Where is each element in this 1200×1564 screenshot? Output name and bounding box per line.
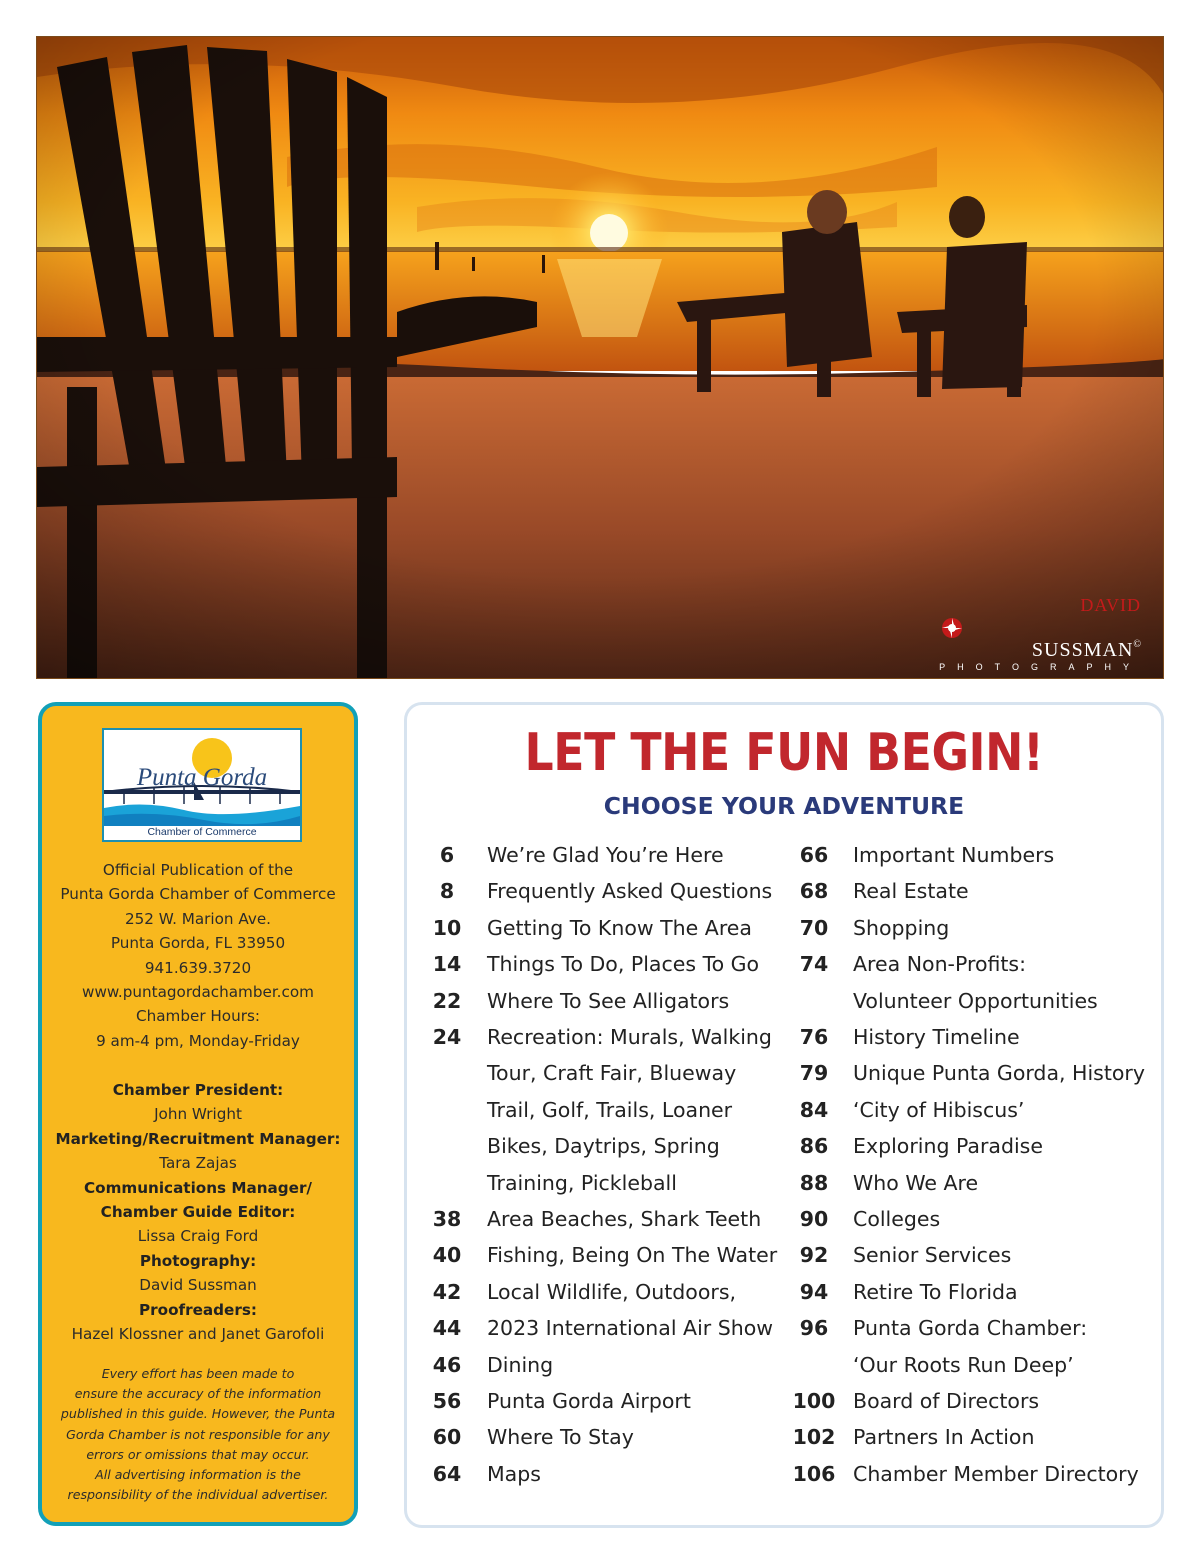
toc-entry-title: Things To Do, Places To Go xyxy=(487,952,760,977)
toc-page-number: 56 xyxy=(432,1389,462,1413)
toc-entry-title: Exploring Paradise xyxy=(853,1134,1043,1159)
staff-role: Communications Manager/ xyxy=(84,1178,312,1197)
toc-page-number: 106 xyxy=(792,1461,836,1486)
toc-entry-title: Bikes, Daytrips, Spring xyxy=(487,1134,720,1159)
toc-page-number: 74 xyxy=(799,952,829,977)
credit-last-name: SUSSMAN xyxy=(1031,639,1134,661)
toc-entry-title: Training, Pickleball xyxy=(487,1170,677,1195)
toc-page-number: 86 xyxy=(799,1134,829,1159)
toc-page-number: 100 xyxy=(792,1389,836,1413)
staff-role: Chamber President: xyxy=(112,1081,284,1099)
chamber-logo xyxy=(102,728,302,842)
toc-entry-title: Important Numbers xyxy=(853,843,1055,867)
staff-role: Chamber Guide Editor: xyxy=(100,1203,296,1222)
toc-page-number: 38 xyxy=(432,1207,462,1231)
toc-entry-title: Senior Services xyxy=(853,1243,1012,1268)
disclaimer-line: errors or omissions that may occur. xyxy=(86,1446,310,1462)
toc-entry-title: Retire To Florida xyxy=(853,1279,1018,1304)
toc-page-number: 68 xyxy=(799,879,829,904)
toc-entry-title: We’re Glad You’re Here xyxy=(487,843,724,867)
toc-entry-title: Getting To Know The Area xyxy=(487,915,752,940)
toc-page-number: 24 xyxy=(432,1025,462,1049)
toc-page-number: 92 xyxy=(799,1243,829,1268)
toc-entry-title: Shopping xyxy=(853,915,950,940)
pub-line: www.puntagordachamber.com xyxy=(82,983,314,1002)
toc-page-number: 66 xyxy=(799,843,829,867)
pub-line: 941.639.3720 xyxy=(144,958,252,977)
toc-entry-title: Area Non-Profits: xyxy=(853,952,1027,977)
toc-page-number: 102 xyxy=(792,1425,836,1450)
pub-line: 252 W. Marion Ave. xyxy=(124,909,272,928)
logo-subtitle: Chamber of Commerce xyxy=(147,826,257,838)
toc-entry-title: Frequently Asked Questions xyxy=(487,879,773,904)
toc-page-number: 60 xyxy=(432,1425,462,1450)
cover-photo xyxy=(36,36,1164,679)
pub-line: Official Publication of the xyxy=(102,861,294,879)
disclaimer-line: Every effort has been made to xyxy=(101,1366,295,1381)
toc-entry-title: Where To See Alligators xyxy=(487,988,730,1013)
sunset-beach-image xyxy=(37,37,1164,679)
toc-page-number: 88 xyxy=(799,1170,829,1195)
staff-role: Photography: xyxy=(139,1251,257,1270)
toc-page-number: 64 xyxy=(432,1461,462,1486)
toc-entry-title: ‘City of Hibiscus’ xyxy=(853,1097,1025,1122)
staff-name: Hazel Klossner and Janet Garofoli xyxy=(71,1325,325,1344)
toc-entry-title: Partners In Action xyxy=(853,1425,1035,1450)
publication-info xyxy=(42,858,354,1053)
toc-entry-title: Real Estate xyxy=(853,879,969,904)
toc-entry-title: Punta Gorda Chamber: xyxy=(853,1316,1088,1341)
credit-first-name: DAVID xyxy=(1080,595,1141,615)
table-of-contents xyxy=(404,702,1164,1528)
staff-role: Marketing/Recruitment Manager: xyxy=(55,1129,341,1148)
staff-role: Proofreaders: xyxy=(139,1300,257,1319)
toc-entry-title: Punta Gorda Airport xyxy=(487,1389,691,1413)
toc-entry-title: Local Wildlife, Outdoors, xyxy=(487,1279,737,1304)
camera-aperture-icon xyxy=(941,617,963,639)
toc-entry-title: 2023 International Air Show xyxy=(487,1316,774,1341)
toc-page-number: 96 xyxy=(799,1316,829,1341)
disclaimer-line: All advertising information is the xyxy=(95,1467,301,1483)
toc-page-number: 94 xyxy=(799,1279,829,1304)
disclaimer-line: published in this guide. However, the Punta xyxy=(60,1406,336,1422)
toc-entry-title: Tour, Craft Fair, Blueway xyxy=(487,1061,737,1086)
toc-page-number: 44 xyxy=(432,1316,462,1341)
toc-page-number: 76 xyxy=(799,1025,829,1049)
toc-entry-title: History Timeline xyxy=(853,1025,1020,1049)
logo-wordmark: Punta Gorda xyxy=(136,764,268,791)
toc-entry-title: Fishing, Being On The Water xyxy=(487,1243,778,1268)
toc-page-number: 10 xyxy=(432,915,462,940)
toc-page-number: 22 xyxy=(432,988,462,1013)
pub-line: Punta Gorda, FL 33950 xyxy=(110,934,286,953)
toc-entry-title: Area Beaches, Shark Teeth xyxy=(487,1207,762,1231)
toc-page-number: 70 xyxy=(799,915,829,940)
toc-entry-title: Board of Directors xyxy=(853,1389,1040,1413)
disclaimer-line: Gorda Chamber is not responsible for any xyxy=(66,1426,330,1442)
staff-name: David Sussman xyxy=(139,1276,257,1295)
toc-entry-title: Trail, Golf, Trails, Loaner xyxy=(487,1097,733,1122)
staff-name: Tara Zajas xyxy=(159,1154,237,1173)
toc-entry-title: Recreation: Murals, Walking xyxy=(487,1025,772,1049)
disclaimer xyxy=(52,1364,344,1505)
disclaimer-line: responsibility of the individual advertiser. xyxy=(67,1487,329,1503)
toc-page-number: 79 xyxy=(799,1061,829,1086)
toc-page-number: 42 xyxy=(432,1279,462,1304)
credit-subtitle: PHOTOGRAPHY xyxy=(939,662,1141,672)
toc-page-number: 6 xyxy=(439,843,455,867)
toc-entry-title: Who We Are xyxy=(853,1170,979,1195)
masthead-sidebar xyxy=(38,702,358,1526)
pub-line: Chamber Hours: xyxy=(136,1007,260,1026)
toc-entry-title: Volunteer Opportunities xyxy=(853,988,1098,1013)
toc-entry-title: Colleges xyxy=(853,1207,941,1231)
copyright-symbol: © xyxy=(1133,639,1141,650)
toc-page-number: 8 xyxy=(439,879,455,904)
pub-line: 9 am-4 pm, Monday-Friday xyxy=(96,1031,300,1050)
staff-list xyxy=(42,1078,354,1346)
toc-entry-title: Maps xyxy=(487,1461,541,1486)
toc-page-number: 14 xyxy=(432,952,462,977)
toc-entry-title: Dining xyxy=(487,1352,554,1377)
page-subtitle: CHOOSE YOUR ADVENTURE xyxy=(603,792,965,820)
disclaimer-line: ensure the accuracy of the information xyxy=(74,1386,322,1402)
toc-entry-title: Chamber Member Directory xyxy=(853,1461,1139,1486)
toc-page-number: 90 xyxy=(799,1207,829,1231)
staff-name: John Wright xyxy=(154,1105,242,1124)
toc-entry-title: Unique Punta Gorda, History xyxy=(853,1061,1145,1086)
staff-name: Lissa Craig Ford xyxy=(137,1227,259,1246)
toc-page-number: 84 xyxy=(799,1097,829,1122)
page-title: LET THE FUN BEGIN! xyxy=(524,723,1044,783)
toc-entry-title: Where To Stay xyxy=(487,1425,634,1450)
pub-line: Punta Gorda Chamber of Commerce xyxy=(60,885,336,904)
toc-page-number: 40 xyxy=(432,1243,462,1268)
photo-credit xyxy=(939,594,1141,672)
toc-entry-title: ‘Our Roots Run Deep’ xyxy=(853,1352,1074,1377)
toc-page-number: 46 xyxy=(432,1352,462,1377)
